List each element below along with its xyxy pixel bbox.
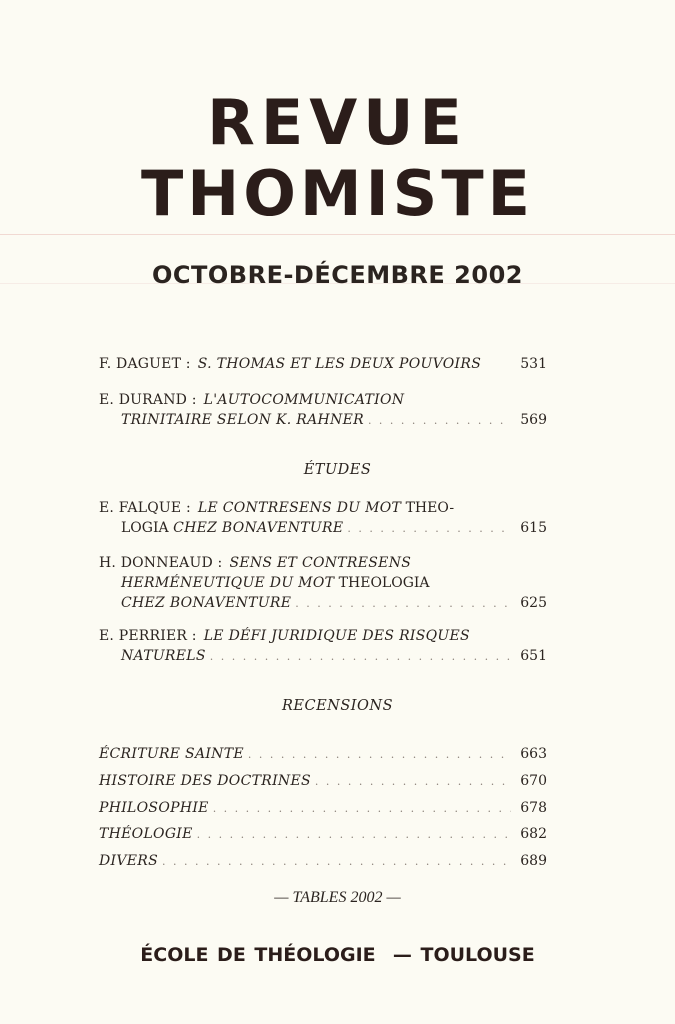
- article-title: HERMÉNEUTIQUE DU MOT: [121, 575, 335, 591]
- page-number: 531: [520, 356, 547, 372]
- recension-label: ÉCRITURE SAINTE: [99, 746, 244, 762]
- article-title: L'AUTOCOMMUNICATION: [203, 392, 405, 408]
- page-number: 615: [520, 520, 547, 536]
- article-title-roman: THEOLOGIA: [334, 575, 430, 591]
- toc-entry-recension[interactable]: [99, 744, 547, 764]
- toc-entry-daguet[interactable]: [99, 354, 547, 374]
- dot-leader: [210, 647, 511, 667]
- dot-leader: [213, 799, 511, 819]
- page-number: 625: [520, 595, 547, 611]
- article-title-roman: LOGIA: [121, 520, 174, 536]
- author: H. DONNEAUD :: [99, 555, 223, 571]
- toc-entry-recension[interactable]: [99, 851, 547, 871]
- page-number: 678: [520, 800, 547, 816]
- section-heading-etudes: ÉTUDES: [303, 462, 372, 478]
- journal-title-line1: REVUE: [207, 86, 468, 159]
- dot-leader: [347, 519, 511, 539]
- dot-leader: [197, 825, 511, 845]
- page-number: 689: [520, 853, 547, 869]
- page-number: 569: [520, 412, 547, 428]
- issue-date: OCTOBRE-DÉCEMBRE 2002: [152, 261, 523, 289]
- article-title: S. THOMAS ET LES DEUX POUVOIRS: [197, 356, 482, 372]
- article-title: NATURELS: [121, 648, 206, 664]
- toc-entry-donneaud[interactable]: [99, 553, 547, 613]
- article-title: CHEZ BONAVENTURE: [173, 520, 344, 536]
- page-number: 670: [520, 773, 547, 789]
- author: E. FALQUE :: [99, 500, 191, 516]
- journal-title-line2: THOMISTE: [141, 157, 534, 230]
- publisher-name: ÉCOLE DE THÉOLOGIE — TOULOUSE: [140, 944, 535, 966]
- recension-label: THÉOLOGIE: [99, 826, 193, 842]
- author: E. DURAND :: [99, 392, 197, 408]
- author: F. DAGUET :: [99, 356, 191, 372]
- article-title: LE CONTRESENS DU MOT: [197, 500, 402, 516]
- tables-note: — TABLES 2002 —: [274, 889, 401, 906]
- article-title-roman: THEO-: [401, 500, 455, 516]
- page-number: 682: [520, 826, 547, 842]
- section-heading-recensions: RECENSIONS: [281, 698, 394, 714]
- toc-entry-durand[interactable]: [99, 390, 547, 430]
- dot-leader: [162, 852, 511, 872]
- article-title: LE DÉFI JURIDIQUE DES RISQUES: [203, 628, 470, 644]
- page-number: 663: [520, 746, 547, 762]
- toc-entry-recension[interactable]: [99, 771, 547, 791]
- dot-leader: [295, 594, 511, 614]
- article-title: SENS ET CONTRESENS: [229, 555, 412, 571]
- toc-entry-recension[interactable]: [99, 824, 547, 844]
- article-title-cont: TRINITAIRE SELON K. RAHNER: [121, 412, 364, 428]
- faint-rule-line: [0, 234, 675, 235]
- recension-label: DIVERS: [99, 853, 159, 869]
- author: E. PERRIER :: [99, 628, 197, 644]
- dot-leader: [248, 745, 511, 765]
- article-title: CHEZ BONAVENTURE: [121, 595, 292, 611]
- toc-entry-falque[interactable]: [99, 498, 547, 538]
- recension-label: HISTOIRE DES DOCTRINES: [99, 773, 311, 789]
- page-number: 651: [520, 648, 547, 664]
- dot-leader: [368, 411, 511, 431]
- dot-leader: [315, 772, 511, 792]
- toc-entry-perrier[interactable]: [99, 626, 547, 666]
- recension-label: PHILOSOPHIE: [99, 800, 209, 816]
- toc-entry-recension[interactable]: [99, 798, 547, 818]
